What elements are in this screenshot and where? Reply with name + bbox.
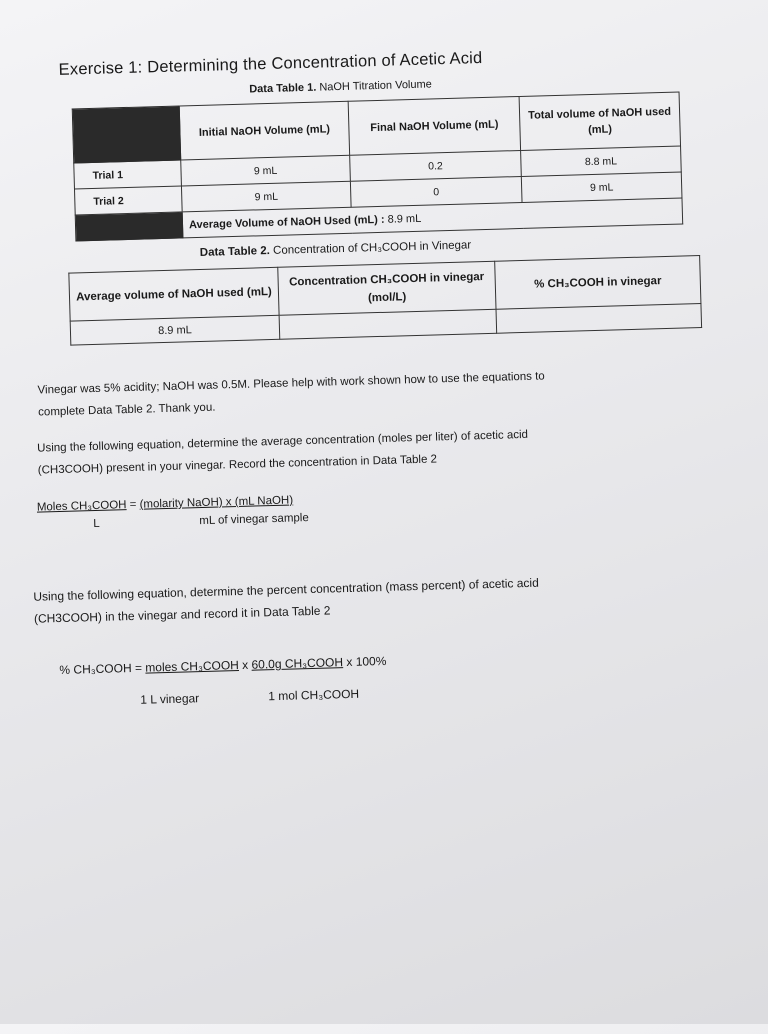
molarity-equation <box>37 488 518 535</box>
table1-caption-text: NaOH Titration Volume <box>319 78 432 94</box>
equation2-term1-denominator: 1 L vinegar <box>140 691 200 707</box>
table2-header-average: Average volume of NaOH used (mL) <box>69 267 279 321</box>
instruction1-line2: (CH3COOH) present in your vinegar. Record the concentration in Data Table 2 <box>37 453 438 477</box>
trial2-total: 9 mL <box>521 172 682 202</box>
table2-average-value: 8.9 mL <box>70 315 280 345</box>
exercise-title: Exercise 1: Determining the Concentration of Acetic Acid <box>58 49 483 79</box>
instruction-average-concentration <box>37 418 748 482</box>
table1-average-dark-cell <box>75 212 183 241</box>
equation1-lhs-numerator: Moles CH₃COOH <box>36 499 127 514</box>
equation2-term2-denominator: 1 mol CH₃COOH <box>268 686 360 704</box>
equation2-term2-numerator: 60.0g CH₃COOH <box>251 655 344 672</box>
table1-caption-label: Data Table 1. <box>249 81 317 96</box>
percent-equation <box>39 635 561 711</box>
equation2-term1-numerator: moles CH₃COOH <box>145 658 240 675</box>
data-table-2 <box>68 255 702 346</box>
equation2-times1: x <box>238 657 252 673</box>
average-volume-label: Average Volume of NaOH Used (mL) : <box>188 213 385 231</box>
table2-caption-label: Data Table 2. <box>199 245 271 259</box>
table1-corner-cell <box>72 106 180 163</box>
table2-header-concentration: Concentration CH₃COOH in vinegar (mol/L) <box>278 261 496 315</box>
table1-caption <box>249 78 432 95</box>
trial2-label: Trial 2 <box>74 186 182 215</box>
table1-header-final: Final NaOH Volume (mL) <box>348 96 520 155</box>
table2-percent-value <box>496 304 702 334</box>
equation1-equals: = <box>126 498 140 512</box>
trial2-final: 0 <box>350 176 522 207</box>
table2-caption <box>200 239 472 259</box>
equation1-rhs-denominator: mL of vinegar sample <box>199 512 309 528</box>
equation2-times2: x 100% <box>342 653 387 670</box>
help-note-line1: Vinegar was 5% acidity; NaOH was 0.5M. Please help with work shown how to use the equations to <box>37 370 545 397</box>
equation1-lhs-denominator: L <box>93 517 100 531</box>
data-table-1 <box>72 92 683 242</box>
help-note <box>37 360 738 424</box>
trial1-total: 8.8 mL <box>521 146 682 176</box>
trial2-initial: 9 mL <box>181 181 351 212</box>
trial1-initial: 9 mL <box>181 155 351 186</box>
table1-header-total: Total volume of NaOH used (mL) <box>519 92 680 150</box>
table2-caption-text: Concentration of CH₃COOH in Vinegar <box>272 239 472 257</box>
instruction2-line1: Using the following equation, determine the percent concentration (mass percent) of acetic acid <box>33 575 539 604</box>
equation1-rhs-numerator: (molarity NaOH) x (mL NaOH) <box>139 494 294 511</box>
average-volume-value: 8.9 mL <box>387 212 422 226</box>
instruction-percent-concentration <box>33 566 754 630</box>
instruction1-line1: Using the following equation, determine the average concentration (moles per liter) of acetic acid <box>37 428 529 455</box>
trial1-final: 0.2 <box>350 150 522 181</box>
table2-concentration-value <box>279 309 497 339</box>
equation2-lhs: % CH₃COOH = <box>59 660 146 678</box>
table2-header-percent: % CH₃COOH in vinegar <box>495 256 701 310</box>
trial1-label: Trial 1 <box>74 160 182 189</box>
help-note-line2: complete Data Table 2. Thank you. <box>38 401 216 419</box>
table1-header-initial: Initial NaOH Volume (mL) <box>179 101 349 160</box>
instruction2-line2: (CH3COOH) in the vinegar and record it in Data Table 2 <box>33 603 331 626</box>
